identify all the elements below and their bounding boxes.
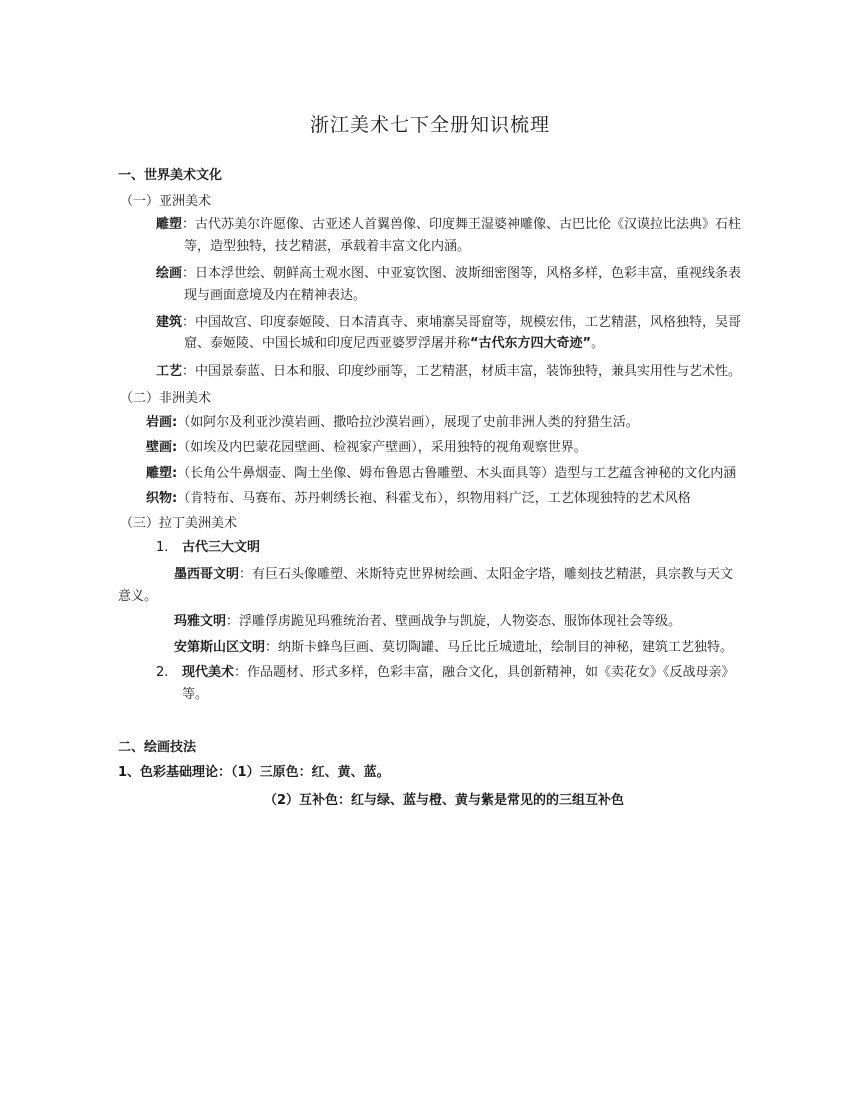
document-page (118, 110, 742, 815)
latam-modern: 2. 现代美术：作品题材、形式多样，色彩丰富，融合文化，具创新精神，如《卖花女》《反战母亲》等。 (156, 665, 735, 702)
asia-sculpture: 雕塑：古代苏美尔许愿像、古亚述人首翼兽像、印度舞王湿婆神雕像、古巴比伦《汉谟拉比法典》石柱等，造型独特，技艺精湛，承载着丰富文化内涵。 (156, 217, 742, 254)
latam-maya: 玛雅文明：浮雕俘虏跪见玛雅统治者、壁画战争与凯旋，人物姿态、服饰体现社会等级。 (174, 614, 682, 630)
africa-rock-art: 岩画:（如阿尔及利亚沙漠岩画、撒哈拉沙漠岩画），展现了史前非洲人类的狩猎生活。 (146, 414, 639, 430)
latam-mexico: 墨西哥文明：有巨石头像雕塑、米斯特克世界树绘画、太阳金字塔，雕刻技艺精湛，具宗教与天文意义。 (118, 567, 734, 604)
color-theory-primary: 1、色彩基础理论：（1）三原色：红、黄、蓝。 (118, 765, 390, 781)
africa-mural: 壁画:（如埃及内巴蒙花园壁画、检视家产壁画），采用独特的视角观察世界。 (146, 440, 587, 456)
section-heading-painting: 二、绘画技法 (118, 739, 197, 755)
africa-sculpture: 雕塑:（长角公牛鼻烟壶、陶土坐像、姆布鲁恩古鲁雕塑、木头面具等）造型与工艺蕴含神秘的文化内涵 (146, 465, 737, 481)
asia-painting: 绘画：日本浮世绘、朝鲜高士观水图、中亚宴饮图、波斯细密图等，风格多样，色彩丰富，重视线条表现与画面意境及内在精神表达。 (156, 266, 742, 303)
subheading-africa: （二）非洲美术 (120, 391, 212, 407)
section-heading-world-art: 一、世界美术文化 (118, 168, 223, 184)
asia-architecture: 建筑：中国故宫、印度泰姬陵、日本清真寺、柬埔寨吴哥窟等，规模宏伟，工艺精湛，风格独特，吴哥窟、泰姬陵、中国长城和印度尼西亚婆罗浮屠并称“古代东方四大奇迹”。 (156, 314, 742, 352)
page-title: 浙江美术七下全册知识梳理 (309, 114, 550, 136)
africa-textile: 织物:（肯特布、马赛布、苏丹刺绣长袍、科霍戈布），织物用料广泛，工艺体现独特的艺术风格 (146, 491, 691, 507)
subheading-latin-america: （三）拉丁美洲美术 (120, 516, 238, 532)
subheading-asia: （一）亚洲美术 (120, 193, 212, 209)
color-theory-complementary: （2）互补色：红与绿、蓝与橙、黄与紫是常见的的三组互补色 (264, 792, 625, 808)
latam-ancient-heading: 1. 古代三大文明 (156, 539, 261, 555)
asia-craft: 工艺：中国景泰蓝、日本和服、印度纱丽等，工艺精湛，材质丰富，装饰独特，兼具实用性与艺术性。 (156, 363, 742, 379)
latam-andes: 安第斯山区文明：纳斯卡蜂鸟巨画、莫切陶罐、马丘比丘城遗址，绘制目的神秘，建筑工艺独特。 (174, 639, 734, 655)
